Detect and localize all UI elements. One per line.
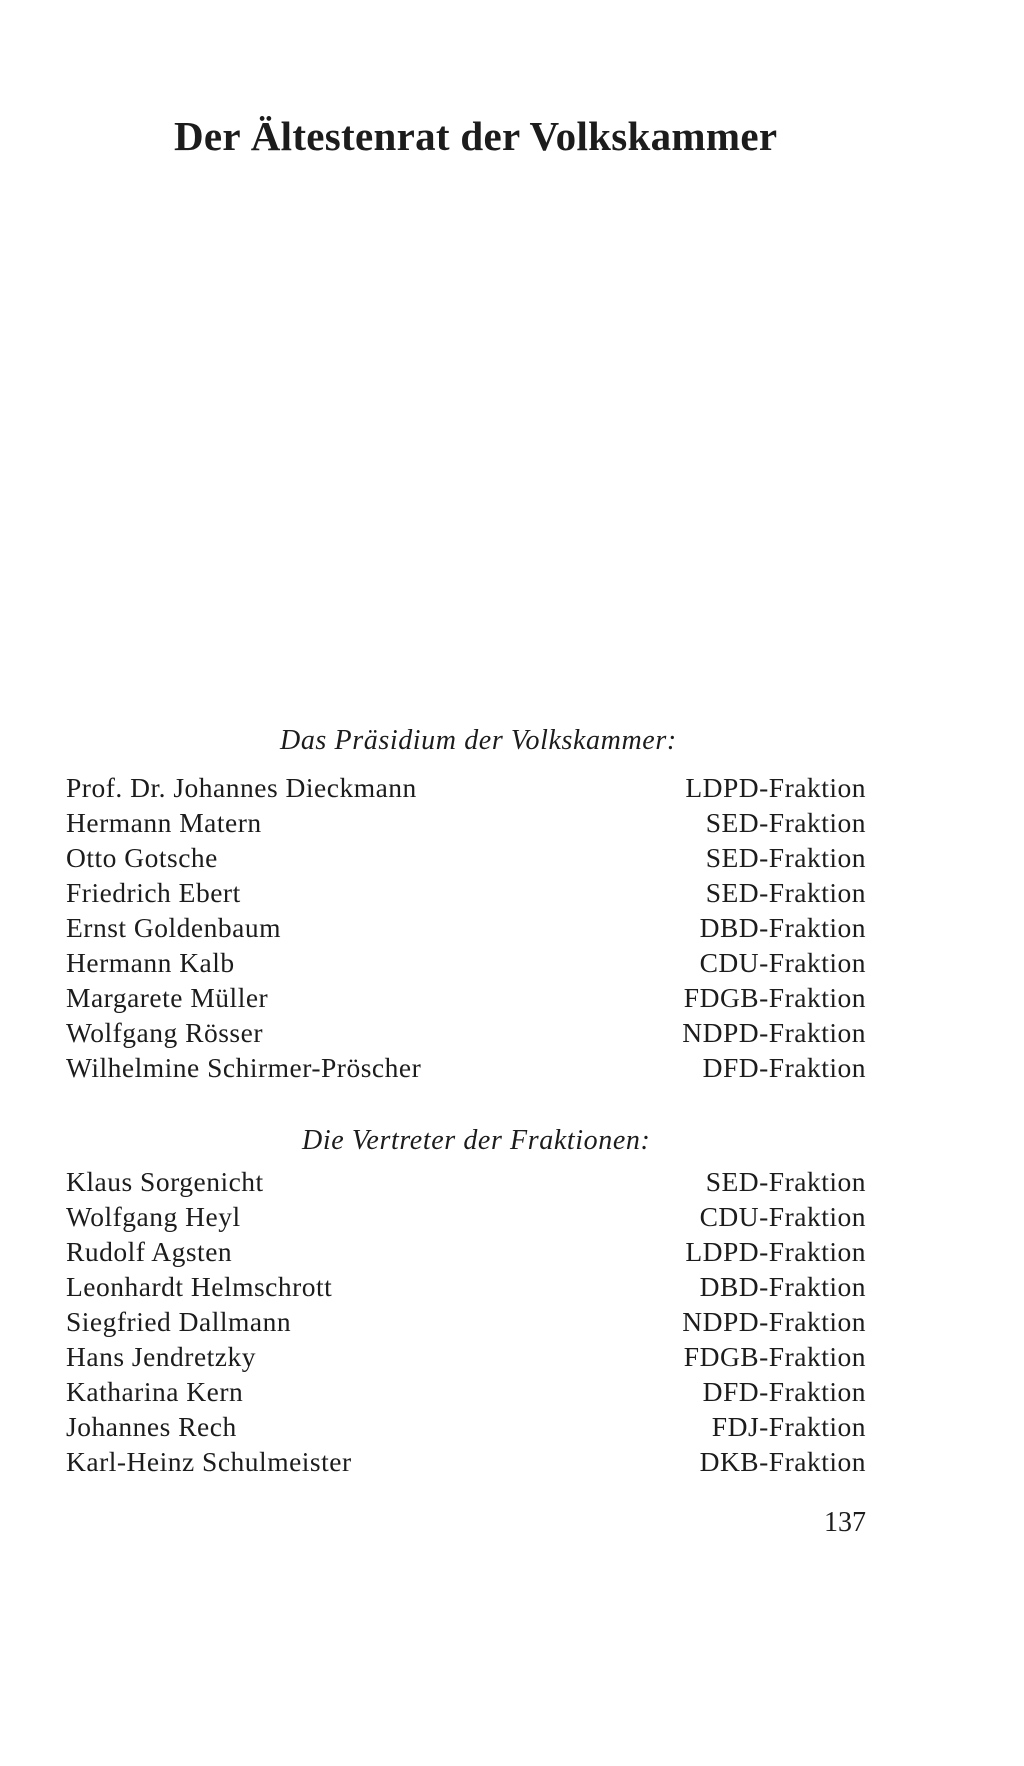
member-name: Margarete Müller [66, 982, 269, 1013]
section-heading-praesidium: Das Präsidium der Volkskammer: [280, 725, 677, 756]
member-faction: DFD-Fraktion [702, 1052, 866, 1083]
member-name: Siegfried Dallmann [66, 1306, 292, 1337]
member-faction: LDPD-Fraktion [685, 772, 866, 803]
section-heading-vertreter: Die Vertreter der Fraktionen: [302, 1125, 651, 1156]
member-faction: DBD-Fraktion [699, 1271, 866, 1302]
member-name: Karl-Heinz Schulmeister [66, 1446, 352, 1477]
member-row [66, 1306, 866, 1341]
member-row [66, 947, 866, 982]
member-row [66, 1052, 866, 1087]
member-faction: CDU-Fraktion [699, 947, 866, 978]
member-name: Rudolf Agsten [66, 1236, 233, 1267]
member-faction: NDPD-Fraktion [682, 1306, 866, 1337]
member-row [66, 1236, 866, 1271]
member-name: Ernst Goldenbaum [66, 912, 281, 943]
member-name: Prof. Dr. Johannes Dieckmann [66, 772, 417, 803]
page-number: 137 [824, 1507, 866, 1538]
member-row [66, 1017, 866, 1052]
member-row [66, 1446, 866, 1481]
member-row [66, 1376, 866, 1411]
member-faction: SED-Fraktion [705, 877, 866, 908]
member-name: Katharina Kern [66, 1376, 244, 1407]
member-row [66, 1341, 866, 1376]
member-row [66, 1271, 866, 1306]
member-name: Hans Jendretzky [66, 1341, 257, 1372]
member-row [66, 877, 866, 912]
member-faction: CDU-Fraktion [699, 1201, 866, 1232]
member-faction: FDGB-Fraktion [683, 982, 866, 1013]
member-row [66, 912, 866, 947]
member-name: Friedrich Ebert [66, 877, 241, 908]
member-row [66, 807, 866, 842]
member-name: Hermann Matern [66, 807, 262, 838]
member-row [66, 842, 866, 877]
member-name: Wolfgang Heyl [66, 1201, 241, 1232]
member-faction: DBD-Fraktion [699, 912, 866, 943]
member-name: Klaus Sorgenicht [66, 1166, 264, 1197]
member-faction: LDPD-Fraktion [685, 1236, 866, 1267]
member-row [66, 982, 866, 1017]
member-name: Wilhelmine Schirmer-Pröscher [66, 1052, 422, 1083]
member-faction: NDPD-Fraktion [682, 1017, 866, 1048]
member-row [66, 1201, 866, 1236]
member-faction: SED-Fraktion [705, 807, 866, 838]
member-name: Johannes Rech [66, 1411, 237, 1442]
member-name: Hermann Kalb [66, 947, 235, 978]
member-name: Otto Gotsche [66, 842, 218, 873]
member-name: Leonhardt Helmschrott [66, 1271, 333, 1302]
member-row [66, 772, 866, 807]
member-faction: FDGB-Fraktion [683, 1341, 866, 1372]
member-faction: DKB-Fraktion [699, 1446, 866, 1477]
vertreter-member-list [66, 1166, 866, 1481]
member-faction: FDJ-Fraktion [711, 1411, 866, 1442]
page-title: Der Ältestenrat der Volkskammer [174, 113, 778, 159]
member-row [66, 1411, 866, 1446]
member-faction: DFD-Fraktion [702, 1376, 866, 1407]
praesidium-member-list [66, 772, 866, 1087]
member-row [66, 1166, 866, 1201]
member-faction: SED-Fraktion [705, 1166, 866, 1197]
member-faction: SED-Fraktion [705, 842, 866, 873]
member-name: Wolfgang Rösser [66, 1017, 263, 1048]
